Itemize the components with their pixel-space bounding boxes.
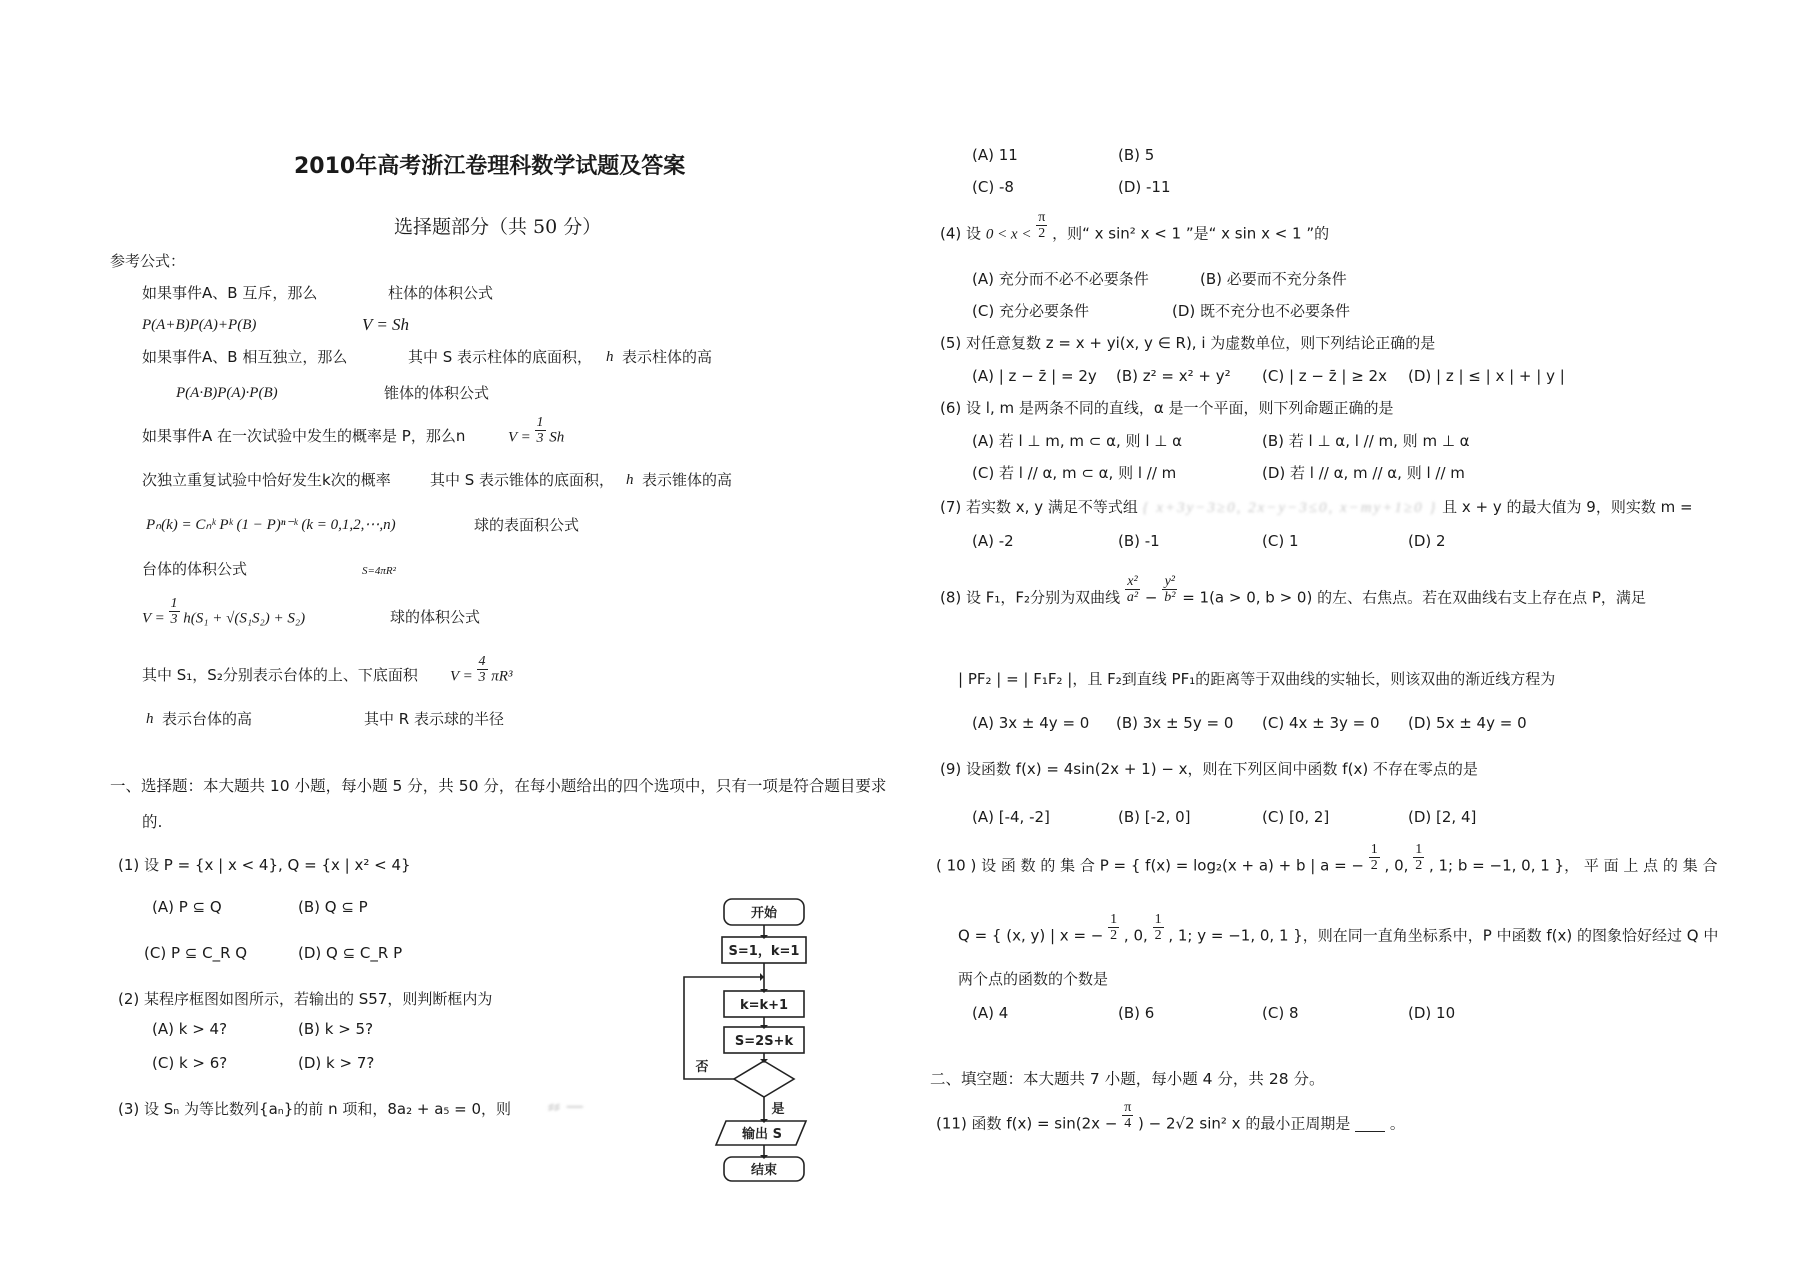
frac-den: 4: [1124, 1116, 1132, 1132]
flow-yes-label: 是: [771, 1102, 785, 1117]
flow-start-label: 开始: [750, 906, 778, 921]
q5-option-b: (B) z² = x² + y²: [1116, 367, 1231, 385]
formula-math: h: [606, 349, 614, 365]
q7-option-d: (D) 2: [1408, 532, 1446, 550]
flow-output-label: 输出 S: [742, 1127, 782, 1142]
formula-math: h: [626, 472, 634, 488]
frac-num: 1: [170, 596, 178, 611]
frac-num: 4: [478, 654, 486, 669]
q4-option-b: (B) 必要而不充分条件: [1200, 270, 1347, 288]
fraction: [1108, 912, 1119, 944]
q7-stem-text: (7) 若实数 x, y 满足不等式组: [940, 498, 1138, 516]
binomial-formula: Pₙ(k) = Cₙᵏ Pᵏ (1 − P)ⁿ⁻ᵏ (k = 0,1,2,⋯,n): [146, 517, 396, 533]
q9-option-b: (B) [-2, 0]: [1118, 808, 1191, 826]
frac-den: 3: [536, 431, 544, 447]
formula-math: πR³: [491, 668, 513, 685]
frac-den: 2: [1415, 858, 1423, 874]
flow-step1-label: k=k+1: [739, 998, 789, 1013]
q8-option-d: (D) 5x ± 4y = 0: [1408, 714, 1527, 732]
formula-text: 如果事件A、B 互斥，那么: [142, 284, 318, 302]
fraction: [535, 415, 546, 447]
section-heading: 一、选择题：本大题共 10 小题，每小题 5 分，共 50 分，在每小题给出的四个选项中，只有一项是符合题目要求: [110, 777, 887, 795]
q7-stem-text: 且 x + y 的最大值为 9，则实数 m =: [1442, 498, 1693, 516]
formula-text: 如果事件A、B 相互独立，那么: [142, 348, 348, 366]
question-11-stem: [936, 1100, 1405, 1133]
sphere-volume-formula: [450, 654, 513, 686]
q8-stem-text: (8) 设 F₁，F₂分别为双曲线: [940, 588, 1121, 607]
q1-option-a: (A) P ⊆ Q: [152, 898, 222, 916]
question-9-stem: (9) 设函数 f(x) = 4sin(2x + 1) − x，则在下列区间中函数 f(x) 不存在零点的是: [940, 760, 1478, 778]
fraction: [1413, 842, 1424, 874]
frac-num: 1: [1154, 912, 1162, 927]
q7-option-c: (C) 1: [1262, 532, 1299, 550]
q9-option-d: (D) [2, 4]: [1408, 808, 1477, 826]
q5-option-a: (A) | z − z̄ | = 2y: [972, 367, 1097, 385]
frac-den: a²: [1126, 590, 1139, 606]
question-4-stem: [940, 210, 1330, 243]
q9-option-c: (C) [0, 2]: [1262, 808, 1330, 826]
question-8-stem: [940, 574, 1646, 607]
q4-option-c: (C) 充分必要条件: [972, 302, 1089, 320]
formula-math: h(S₁ + √(S₁S₂) + S₂): [183, 610, 306, 627]
question-10-stem: [936, 842, 1718, 875]
q11-stem-text: 。: [1389, 1114, 1405, 1133]
flow-end-label: 结束: [750, 1163, 778, 1178]
formula-math: P(A·B)P(A)·P(B): [176, 385, 278, 401]
q10-option-c: (C) 8: [1262, 1004, 1299, 1022]
question-10-cont2: 两个点的函数的个数是: [958, 970, 1109, 988]
q10-option-d: (D) 10: [1408, 1004, 1456, 1022]
q6-option-d: (D) 若 l // α, m // α, 则 l // m: [1262, 464, 1465, 482]
q4-stem-text: (4) 设: [940, 224, 982, 243]
q4-math: 0 < x <: [985, 226, 1032, 243]
q10-stem-text: Q = { (x, y) | x = −: [958, 926, 1104, 945]
frustum-formula: [142, 596, 306, 628]
fraction: [1125, 574, 1140, 606]
formula-math: Sh: [549, 429, 565, 446]
q10-stem-text: , 1; b = −1, 0, 1 }， 平 面 上 点 的 集 合: [1428, 856, 1718, 875]
fraction: [477, 654, 488, 686]
frac-den: 2: [1038, 226, 1046, 242]
answer-blank: [1355, 1117, 1385, 1132]
q5-option-c: (C) | z − z̄ | ≥ 2x: [1262, 367, 1387, 385]
q2-option-c: (C) k > 6?: [152, 1054, 228, 1072]
q4-option-a: (A) 充分而不必不必要条件: [972, 270, 1149, 288]
q3-option-d: (D) -11: [1118, 178, 1171, 196]
formula-text: 球的表面积公式: [474, 516, 580, 534]
frac-num: 1: [1110, 912, 1118, 927]
q3-option-b: (B) 5: [1118, 146, 1155, 164]
frac-den: 2: [1154, 928, 1162, 944]
q10-stem-text: , 1; y = −1, 0, 1 }，则在同一直角坐标系中，P 中函数 f(x) 的图象恰好经过 Q 中: [1168, 926, 1719, 945]
page-subtitle: 选择题部分（共 50 分）: [394, 216, 602, 238]
q8-option-a: (A) 3x ± 4y = 0: [972, 714, 1090, 732]
formula-text: 表示柱体的高: [622, 348, 713, 366]
blurred-inequality-system: { x+3y−3≥0, 2x−y−3≤0, x−my+1≥0 }: [1142, 500, 1438, 516]
fraction: [1153, 912, 1164, 944]
formula-text: 如果事件A 在一次试验中发生的概率是 P，那么n: [142, 427, 466, 445]
frac-num: π: [1124, 1100, 1132, 1115]
question-3-stem: (3) 设 Sₙ 为等比数列{aₙ}的前 n 项和，8a₂ + a₅ = 0，则: [118, 1100, 512, 1118]
q5-option-d: (D) | z | ≤ | x | + | y |: [1408, 367, 1565, 385]
q3-option-a: (A) 11: [972, 146, 1018, 164]
formula-text: 其中 S 表示锥体的底面积，: [430, 471, 615, 489]
question-10-cont: [958, 912, 1719, 945]
q7-option-b: (B) -1: [1118, 532, 1160, 550]
q8-math: −: [1144, 588, 1158, 607]
sphere-area-formula: S=4πR²: [362, 565, 396, 577]
section-heading-cont: 的.: [142, 813, 163, 831]
formulas-heading: 参考公式：: [110, 252, 186, 270]
fraction: [1369, 842, 1380, 874]
frac-num: x²: [1125, 574, 1140, 590]
q10-stem-text: , 0,: [1384, 856, 1409, 875]
question-8-cont: | PF₂ | = | F₁F₂ |，且 F₂到直线 PF₁的距离等于双曲线的实轴长，则该双曲的渐近线方程为: [958, 670, 1556, 688]
formula-math: h: [146, 711, 154, 727]
frac-num: 1: [536, 415, 544, 430]
question-7-stem: [940, 500, 1693, 516]
q10-option-b: (B) 6: [1118, 1004, 1155, 1022]
q2-option-d: (D) k > 7?: [298, 1054, 375, 1072]
frac-den: b²: [1164, 590, 1176, 606]
q11-stem-text: (11) 函数 f(x) = sin(2x −: [936, 1114, 1118, 1133]
q6-option-a: (A) 若 l ⊥ m, m ⊂ α, 则 l ⊥ α: [972, 432, 1182, 450]
question-6-stem: (6) 设 l, m 是两条不同的直线，α 是一个平面，则下列命题正确的是: [940, 399, 1394, 417]
q1-option-b: (B) Q ⊆ P: [298, 898, 368, 916]
formula-math: P(A+B)P(A)+P(B): [142, 317, 257, 333]
formula-text: 台体的体积公式: [142, 560, 248, 578]
formula-math: V =: [450, 668, 473, 685]
fraction: [169, 596, 180, 628]
section-heading-2: 二、填空题：本大题共 7 小题，每小题 4 分，共 28 分。: [930, 1070, 1325, 1088]
formula-math: [508, 415, 565, 447]
question-5-stem: (5) 对任意复数 z = x + yi(x, y ∈ R), i 为虚数单位，则下列结论正确的是: [940, 334, 1436, 352]
q8-option-c: (C) 4x ± 3y = 0: [1262, 714, 1380, 732]
q2-option-a: (A) k > 4?: [152, 1020, 228, 1038]
q2-option-b: (B) k > 5?: [298, 1020, 374, 1038]
formula-math: V =: [142, 610, 165, 627]
formula-text: 锥体的体积公式: [384, 384, 490, 402]
frac-num: y²: [1162, 574, 1177, 590]
q1-option-d: (D) Q ⊆ C_R P: [298, 944, 403, 962]
q8-stem-text: = 1(a > 0, b > 0) 的左、右焦点。若在双曲线右支上存在点 P，满足: [1182, 588, 1646, 607]
q1-option-c: (C) P ⊆ C_R Q: [144, 944, 248, 962]
frac-den: 2: [1110, 928, 1118, 944]
page-title: 2010年高考浙江卷理科数学试题及答案: [294, 154, 686, 179]
frac-num: π: [1038, 210, 1046, 225]
fraction: [1036, 210, 1047, 242]
formula-text: 其中 S₁，S₂分别表示台体的上、下底面积: [142, 666, 418, 684]
q11-stem-text: ) − 2√2 sin² x 的最小正周期是: [1138, 1114, 1351, 1133]
q7-option-a: (A) -2: [972, 532, 1014, 550]
q10-stem-text: ( 10 ) 设 函 数 的 集 合 P = { f(x) = log₂(x + a) + b | a = −: [936, 856, 1364, 875]
q6-option-c: (C) 若 l // α, m ⊂ α, 则 l // m: [972, 464, 1177, 482]
formula-math: V = Sh: [362, 315, 410, 334]
q9-option-a: (A) [-4, -2]: [972, 808, 1050, 826]
formula-text: 表示锥体的高: [642, 471, 733, 489]
frac-den: 2: [1370, 858, 1378, 874]
frac-den: 3: [170, 612, 178, 628]
question-2-stem: (2) 某程序框图如图所示，若输出的 S57，则判断框内为: [118, 990, 493, 1008]
fraction: [1122, 1100, 1133, 1132]
q10-option-a: (A) 4: [972, 1004, 1009, 1022]
formula-text: 其中 R 表示球的半径: [364, 710, 504, 728]
q10-stem-text: , 0,: [1123, 926, 1148, 945]
frac-num: 1: [1415, 842, 1423, 857]
flow-no-label: 否: [695, 1060, 709, 1075]
flow-init-label: S=1，k=1: [728, 944, 800, 959]
formula-math: V =: [508, 429, 531, 446]
q4-stem-text: ，则“ x sin² x < 1 ”是“ x sin x < 1 ”的: [1052, 224, 1330, 243]
q3-option-c: (C) -8: [972, 178, 1014, 196]
blurred-fraction: ⸗⸗ —: [548, 1096, 584, 1117]
formula-text: 球的体积公式: [390, 608, 481, 626]
formula-text: 次独立重复试验中恰好发生k次的概率: [142, 471, 391, 489]
formula-text: 表示台体的高: [162, 710, 253, 728]
flow-step2-label: S=2S+k: [734, 1034, 794, 1049]
question-1-stem: (1) 设 P = {x | x < 4}, Q = {x | x² < 4}: [118, 856, 411, 874]
frac-den: 3: [478, 670, 486, 686]
frac-num: 1: [1370, 842, 1378, 857]
formula-text: 其中 S 表示柱体的底面积，: [408, 348, 593, 366]
decision-node: [734, 1061, 794, 1097]
program-flowchart: [680, 895, 820, 1185]
formula-text: 柱体的体积公式: [388, 284, 494, 302]
q6-option-b: (B) 若 l ⊥ α, l // m, 则 m ⊥ α: [1262, 432, 1470, 450]
fraction: [1162, 574, 1177, 606]
q4-option-d: (D) 既不充分也不必要条件: [1172, 302, 1351, 320]
q8-option-b: (B) 3x ± 5y = 0: [1116, 714, 1234, 732]
